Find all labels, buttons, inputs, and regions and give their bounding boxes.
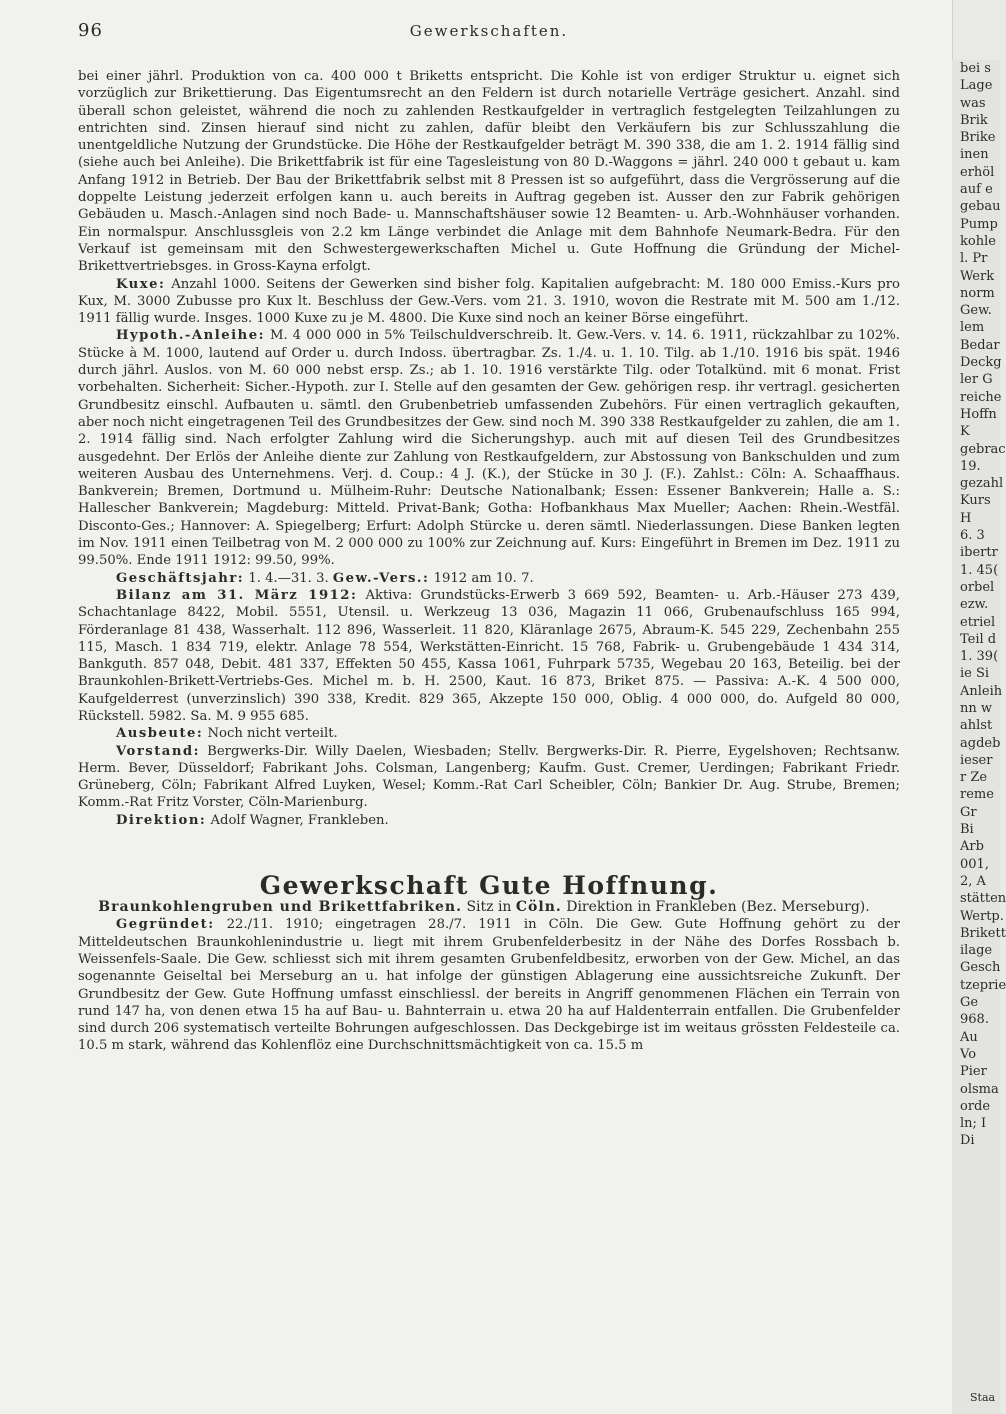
gewvers-text: 1912 am 10. 7.: [433, 570, 534, 586]
adjacent-page-line: Hoffn: [960, 406, 997, 422]
entry-subtitle: [78, 898, 900, 916]
adjacent-page-line: ezw.: [960, 597, 989, 613]
adjacent-page-line: K: [960, 424, 970, 440]
adjacent-page-line: 19.: [960, 458, 981, 474]
main-column: [78, 68, 900, 1055]
adjacent-page-line: orbel: [960, 579, 995, 595]
adjacent-page-line: agdeb: [960, 735, 1001, 751]
entry-subtitle-business: Braunkohlengruben und Brikettfabriken.: [98, 899, 462, 916]
adjacent-page-line: 001,: [960, 856, 989, 872]
adjacent-page-line: Kurs: [960, 493, 991, 509]
direktion-paragraph: [78, 812, 900, 829]
direktion-text: Adolf Wagner, Frankleben.: [210, 812, 389, 828]
adjacent-page-line: 968.: [960, 1012, 989, 1028]
adjacent-page-line: bei s: [960, 61, 991, 76]
adjacent-page-line: Bi: [960, 822, 974, 838]
vorstand-label: Vorstand:: [116, 743, 201, 759]
adjacent-page-line: inen: [960, 147, 989, 163]
entry-subtitle-city: Cöln.: [515, 899, 562, 916]
adjacent-page-line: tzeprie: [960, 977, 1006, 993]
anleihe-paragraph: [78, 327, 900, 569]
adjacent-page-line: was: [960, 95, 986, 111]
adjacent-page-line: 1. 39(: [960, 649, 999, 665]
page-number: 96: [78, 20, 103, 41]
geschaeftsjahr-paragraph: [78, 570, 900, 587]
adjacent-page-line: Brikett: [960, 925, 1006, 941]
adjacent-page-line: Wertp.: [960, 908, 1004, 924]
adjacent-page-line: ilage: [960, 943, 993, 959]
adjacent-page-line: Bedar: [960, 337, 1000, 353]
adjacent-page-line: gebrac: [960, 441, 1006, 457]
kuxe-label: Kuxe:: [116, 276, 166, 292]
anleihe-label: Hypoth.-Anleihe:: [116, 328, 265, 344]
geschaeftsjahr-text: 1. 4.—31. 3.: [248, 570, 329, 586]
adjacent-page-line: Deckg: [960, 355, 1002, 371]
adjacent-page-line: reiche: [960, 389, 1002, 405]
bilanz-text: Aktiva: Grundstücks-Erwerb 3 669 592, Beamten- u. Arb.-Häuser 273 439, Schachtanlage 8422, Mobil. 5551, Utensil. u. Werkzeug 13 036, Magazin 11 066, Grubenaufschluss 165 994, Förderanlage 81 438, Wasserhalt. 112 896, Wasserleit. 11 820, Kläranlage 2675, Abraum-K. 545 229, Zechenbahn 255 115, Masch. 1 834 719, elektr. Anlage 78 554, Werkstätten-Einricht. 15 768, Fabrik- u. Grubengebäude 1 434 314, Bankguth. 857 048, Debit. 481 337, Effekten 50 455, Kassa 1061, Fuhrpark 5735, Wegebau 20 163, Beteilig. bei der Braunkohlen-Brikett-Vertriebs-Ges. Michel m. b. H. 2500, Kaut. 16 873, Briket 875. — Passiva: A.-K. 4 500 000, Kaufgelderrest (unverzinslich) 390 338, Kredit. 829 365, Akzepte 150 000, Oblig. 4 000 000, do. Aufgeld 80 000, Rückstell. 5982. Sa. M. 9 955 685.: [78, 587, 900, 724]
vorstand-text: Bergwerks-Dir. Willy Daelen, Wiesbaden; Stellv. Bergwerks-Dir. R. Pierre, Eygelshoven; Rechtsanw. Herm. Bever, Düsseldorf; Fabrikant Johs. Colsman, Langenberg; Kaufm. Gust. Cremer, Uerdingen; Fabrikant Friedr. Grüneberg, Cöln; Fabrikant Alfred Luyken, Wesel; Komm.-Rat Carl Scheibler, Cöln; Bankier Dr. Aug. Strube, Bremen; Komm.-Rat Fritz Vorster, Cöln-Marienburg.: [78, 743, 900, 811]
adjacent-page-lines: [952, 60, 1006, 1150]
ausbeute-text: Noch nicht verteilt.: [207, 726, 338, 742]
bilanz-paragraph: [78, 587, 900, 725]
adjacent-page-fragment: [952, 60, 1006, 1414]
adjacent-page-line: Gr: [960, 804, 977, 820]
adjacent-page-line: Gesch: [960, 960, 1001, 976]
continued-paragraph: bei einer jährl. Produktion von ca. 400 000 t Briketts entspricht. Die Kohle ist von erdiger Struktur u. eignet sich vorzüglich zur Brikettierung. Das Eigentumsrecht an den Feldern ist durch notarielle Verträge gesichert. Anzahl. sind überall schon geleistet, während die noch zu zahlenden Restkaufgelder in vertraglich festgelegten Teilzahlungen zu entrichten sind. Zinsen hierauf sind nicht zu zahlen, dafür bleibt den Verkäufern bis zur Schlusszahlung die unentgeldliche Nutzung der Grundstücke. Die Höhe der Restkaufgelder beträgt M. 390 338, die am 1. 2. 1914 fällig sind (siehe auch bei Anleihe). Die Brikettfabrik ist für eine Tagesleistung von 80 D.-Waggons = jährl. 240 000 t gebaut u. kam Anfang 1912 in Betrieb. Der Bau der Brikettfabrik selbst mit 8 Pressen ist so aufgeführt, dass die Vergrösserung auf die doppelte Leistung jederzeit erfolgen kann u. auch bereits in Auftrag gegeben ist. Ausser den zur Fabrik gehörigen Gebäuden u. Masch.-Anlagen sind noch Bade- u. Mannschaftshäuser sowie 12 Beamten- u. Arb.-Wohnhäuser vorhanden. Ein normalspur. Anschlussgleis von 2.2 km Länge verbindet die Anlage mit dem Bahnhofe Neumark-Bedra. Für den Verkauf ist gemeinsam mit den Schwestergewerkschaften Michel u. Gute Hoffnung die Gründung der Michel-Brikettvertriebsges. in Gross-Kayna erfolgt.: [78, 69, 900, 275]
adjacent-page-line: Pier: [960, 1064, 987, 1080]
kuxe-paragraph: [78, 276, 900, 328]
adjacent-page-line: Brike: [960, 130, 996, 146]
running-title: Gewerkschaften.: [409, 22, 569, 40]
adjacent-page-line: 1. 45(: [960, 562, 999, 578]
adjacent-page-line: ibertr: [960, 545, 998, 561]
adjacent-page-line: Vo: [960, 1046, 977, 1062]
adjacent-page-line: ieser: [960, 752, 993, 768]
adjacent-page-line: ahlst: [960, 718, 993, 734]
page-header: [78, 20, 900, 44]
adjacent-page-line: Ge: [960, 995, 979, 1011]
adjacent-page-line: olsma: [960, 1081, 999, 1097]
adjacent-page-line: Anleih: [960, 683, 1003, 699]
adjacent-page-line: orde: [960, 1098, 991, 1114]
adjacent-page-line: H: [960, 510, 972, 526]
adjacent-page-line: Teil d: [960, 631, 997, 647]
kuxe-text: Anzahl 1000. Seitens der Gewerken sind bisher folg. Kapitalien aufgebracht: M. 180 000 Emiss.-Kurs pro Kux, M. 3000 Zubusse pro Kux lt. Beschluss der Gew.-Vers. vom 21. 3. 1910, wovon die Restrate mit M. 500 am 1./12. 1911 fällig wurde. Insges. 1000 Kuxe zu je M. 4800. Die Kuxe sind noch an keiner Börse eingeführt.: [78, 276, 900, 327]
gewvers-label: Gew.-Vers.:: [332, 570, 430, 586]
adjacent-page-line: stätten: [960, 891, 1006, 907]
adjacent-page-line: 6. 3: [960, 528, 985, 544]
ausbeute-paragraph: [78, 725, 900, 742]
adjacent-page-line: auf e: [960, 182, 993, 198]
adjacent-page-line: ie Si: [960, 666, 990, 682]
adjacent-page-line: norm: [960, 285, 995, 301]
gegruendet-paragraph: [78, 916, 900, 1054]
entry-subtitle-direction: Direktion in Frankleben (Bez. Merseburg).: [566, 899, 870, 916]
adjacent-page-line: nn w: [960, 700, 993, 716]
adjacent-page-line: Werk: [960, 268, 995, 284]
adjacent-page-line: reme: [960, 787, 994, 803]
adjacent-page-line: r Ze: [960, 770, 988, 786]
adjacent-page-line: erhöl: [960, 164, 995, 180]
adjacent-page-line: Brik: [960, 112, 988, 128]
direktion-label: Direktion:: [116, 812, 207, 828]
entry-title: Gewerkschaft Gute Hoffnung.: [259, 871, 719, 901]
adjacent-page-line: Lage: [960, 78, 993, 94]
vorstand-paragraph: [78, 743, 900, 812]
adjacent-page-line: Au: [960, 1029, 978, 1045]
geschaeftsjahr-label: Geschäftsjahr:: [116, 570, 245, 586]
adjacent-page-line: Di: [960, 1133, 975, 1149]
adjacent-page-line: Gew.: [960, 303, 992, 319]
adjacent-page-line: kohle: [960, 233, 996, 249]
entry-subtitle-seat: Sitz in: [466, 899, 512, 916]
adjacent-page-line: Arb: [960, 839, 984, 855]
adjacent-page-line: 2, A: [960, 873, 986, 889]
anleihe-text: M. 4 000 000 in 5% Teilschuldverschreib. lt. Gew.-Vers. v. 14. 6. 1911, rückzahlbar zu 102%. Stücke à M. 1000, lautend auf Order u. durch Indoss. übertragbar. Zs. 1./4. u. 1. 10. Tilg. ab 1./10. 1916 bis spät. 1946 durch jährl. Auslos. von M. 60 000 nebst ersp. Zs.; ab 1. 10. 1916 verstärkte Tilg. oder Totalkünd. mit 6 monat. Frist vorbehalten. Sicherheit: Sicher.-Hypoth. zur I. Stelle auf den gesamten der Gew. gehörigen resp. ihr vertragl. gesicherten Grundbesitz einschl. Aufbauten u. sämtl. den Grubenbetrieb umfassenden Zubehörs. Für einen vertraglich gekauften, aber noch nicht eingetragenen Teil des Grundbesitzes der Gew. sind noch M. 390 338 Restkaufgelder zu zahlen, die am 1. 2. 1914 fällig sind. Nach erfolgter Zahlung wird die Sicherungshyp. auch mit auf diesen Teil des Grundbesitzes ausgedehnt. Der Erlös der Anleihe diente zur Zahlung von Restkaufgeldern, zur Abstossung von Bankschulden und zum weiteren Ausbau des Unternehmens. Verj. d. Coup.: 4 J. (K.), der Stücke in 30 J. (F.). Zahlst.: Cöln: A. Schaaffhaus. Bankverein; Bremen, Dortmund u. Mülheim-Ruhr: Deutsche Nationalbank; Essen: Essener Bankverein; Halle a. S.: Hallescher Bankverein; Magdeburg: Mitteld. Privat-Bank; Gotha: Hofbankhaus Max Mueller; Aachen: Rhein.-Westfäl. Disconto-Ges.; Hannover: A. Spiegelberg; Erfurt: Adolph Stürcke u. deren sämtl. Niederlassungen. Diese Banken legten im Nov. 1911 einen Teilbetrag von M. 2 000 000 zu 100% zur Zeichnung auf. Kurs: Eingeführt in Bremen im Dez. 1911 zu 99.50%. Ende 1911 1912: 99.50, 99%.: [78, 328, 900, 569]
adjacent-page-line: gebau: [960, 199, 1001, 215]
adjacent-page-line: lem: [960, 320, 985, 336]
ausbeute-label: Ausbeute:: [116, 726, 204, 742]
adjacent-page-line: gezahl: [960, 476, 1004, 492]
adjacent-page-line: etriel: [960, 614, 996, 630]
adjacent-page-line: Pump: [960, 216, 998, 232]
adjacent-page-footer: Staa: [970, 1391, 996, 1404]
adjacent-page-line: ler G: [960, 372, 993, 388]
adjacent-page-line: ln; I: [960, 1116, 987, 1132]
gegruendet-text: 22./11. 1910; eingetragen 28./7. 1911 in Cöln. Die Gew. Gute Hoffnung gehört zu der Mitteldeutschen Braunkohlenindustrie u. liegt mit ihrem Grubenfelderbesitz in der Nähe des Dorfes Rossbach b. Weissenfels-Saale. Die Gew. schliesst sich mit ihrem gesamten Grubenfeldbesitz, erworben von der Gew. Michel, an das sogenannte Geiseltal bei Merseburg an u. hat infolge der günstigen Ablagerung eine aussichtsreiche Zukunft. Der Grundbesitz der Gew. Gute Hoffnung umfasst einschliessl. der bereits in Angriff genommenen Flächen ein Terrain von rund 147 ha, von denen etwa 15 ha auf Bau- u. Bahnterrain u. etwa 20 ha auf Haldenterrain entfallen. Die Grubenfelder sind durch 206 systematisch verteilte Bohrungen aufgeschlossen. Das Deckgebirge ist im weitaus grössten Feldesteile ca. 10.5 m stark, während das Kohlenflöz eine Durchschnittsmächtigkeit von ca. 15.5 m: [78, 917, 900, 1054]
gegruendet-label: Gegründet:: [116, 917, 215, 933]
bilanz-label: Bilanz am 31. März 1912:: [116, 587, 358, 603]
adjacent-page-line: l. Pr: [960, 251, 988, 267]
